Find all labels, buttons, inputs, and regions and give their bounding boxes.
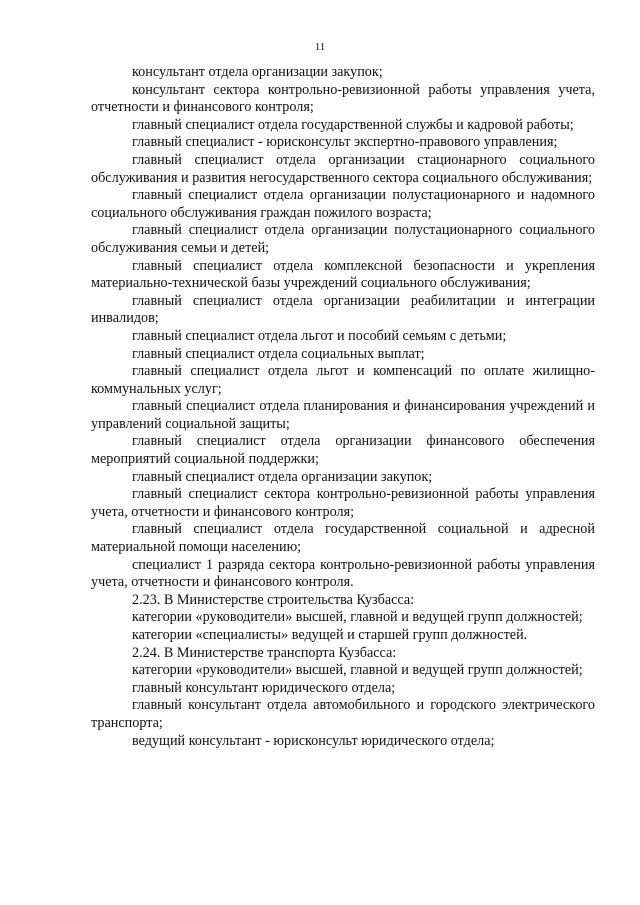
- paragraph: главный специалист отдела организации полустационарного и надомного социального обслуживания граждан пожилого возраста;: [91, 187, 595, 221]
- paragraph: главный специалист отдела комплексной безопасности и укрепления материально-технической базы учреждений социального обслуживания;: [91, 257, 595, 292]
- paragraph: главный консультант юридического отдела;: [132, 679, 396, 696]
- page-number: 11: [314, 41, 326, 53]
- paragraph: главный специалист отдела планирования и финансирования учреждений и управлений социальной защиты;: [91, 398, 595, 432]
- paragraph: главный специалист отдела организации финансового обеспечения мероприятий социальной поддержки;: [91, 433, 595, 468]
- paragraph: главный специалист отдела организации закупок;: [132, 468, 433, 485]
- paragraph: главный специалист - юрисконсульт экспертно-правового управления;: [132, 134, 558, 151]
- paragraph: главный специалист отдела организации полустационарного социального обслуживания семьи и детей;: [91, 222, 595, 256]
- paragraph: категории «специалисты» ведущей и старшей групп должностей.: [132, 627, 528, 643]
- paragraph: главный специалист отдела организации реабилитации и интеграции инвалидов;: [91, 292, 595, 327]
- paragraph: категории «руководители» высшей, главной и ведущей групп должностей;: [132, 609, 583, 626]
- section-heading: 2.23. В Министерстве строительства Кузбасса:: [132, 591, 415, 608]
- paragraph: главный специалист отдела льгот и компенсаций по оплате жилищно-коммунальных услуг;: [91, 363, 595, 397]
- paragraph: специалист 1 разряда сектора контрольно-ревизионной работы управления учета, отчетности и финансового контроля.: [91, 556, 595, 591]
- paragraph: консультант сектора контрольно-ревизионной работы управления учета, отчетности и финансового контроля;: [91, 81, 595, 116]
- paragraph: главный специалист отдела государственной службы и кадровой работы;: [132, 116, 574, 133]
- paragraph: ведущий консультант - юрисконсульт юридического отдела;: [132, 732, 495, 749]
- section-heading: 2.24. В Министерстве транспорта Кузбасса:: [132, 644, 397, 661]
- document-body: [91, 64, 595, 750]
- paragraph: главный специалист отдела социальных выплат;: [132, 345, 425, 362]
- paragraph: главный специалист отдела организации стационарного социального обслуживания и развития негосударственного сектора социального обслуживания;: [91, 151, 595, 186]
- paragraph: категории «руководители» высшей, главной и ведущей групп должностей;: [132, 662, 583, 679]
- paragraph: главный специалист сектора контрольно-ревизионной работы управления учета, отчетности и финансового контроля;: [91, 486, 595, 520]
- paragraph: консультант отдела организации закупок;: [132, 64, 383, 80]
- paragraph: главный специалист отдела государственной социальной и адресной материальной помощи населению;: [91, 521, 595, 556]
- paragraph: главный консультант отдела автомобильного и городского электрического транспорта;: [91, 697, 595, 731]
- paragraph: главный специалист отдела льгот и пособий семьям с детьми;: [132, 327, 507, 344]
